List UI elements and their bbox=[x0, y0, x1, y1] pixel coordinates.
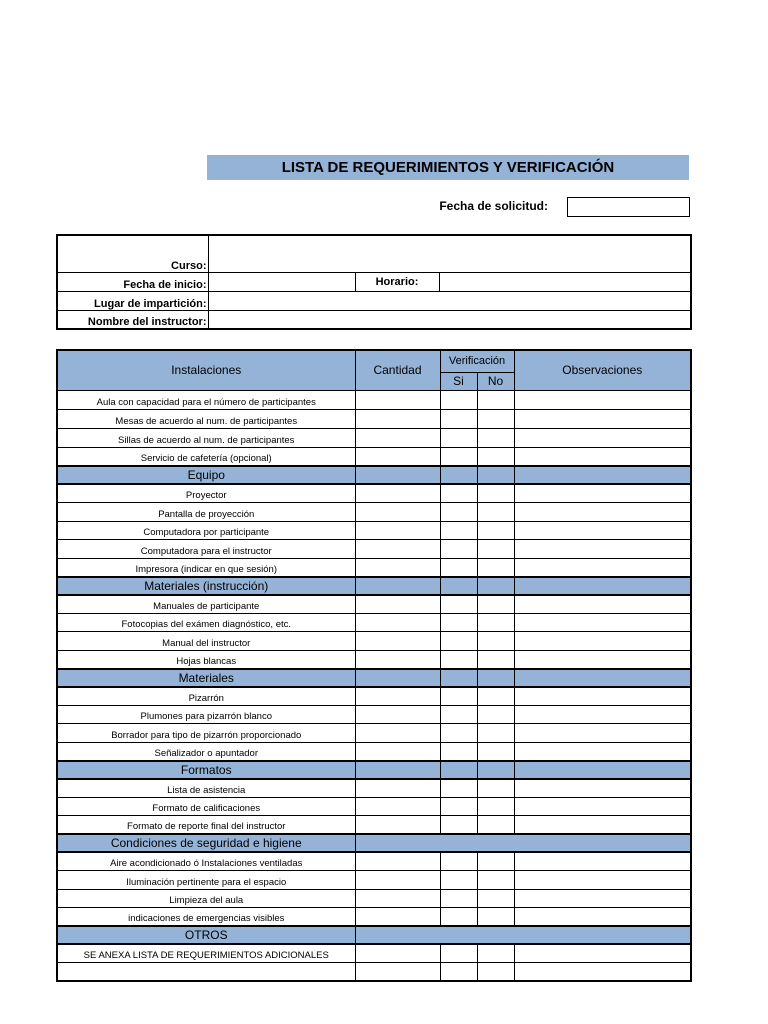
verificacion-si-cell[interactable] bbox=[440, 908, 477, 927]
observaciones-cell[interactable] bbox=[514, 852, 691, 871]
table-row bbox=[57, 632, 691, 651]
cantidad-cell[interactable] bbox=[355, 908, 440, 927]
verificacion-si-cell[interactable] bbox=[440, 613, 477, 632]
observaciones-cell[interactable] bbox=[514, 779, 691, 798]
observaciones-cell[interactable] bbox=[514, 908, 691, 927]
observaciones-cell[interactable] bbox=[514, 889, 691, 908]
requirement-label: Plumones para pizarrón blanco bbox=[57, 705, 355, 724]
cantidad-cell[interactable] bbox=[355, 963, 440, 982]
verificacion-si-cell[interactable] bbox=[440, 558, 477, 577]
horario-label: Horario: bbox=[355, 272, 439, 291]
verificacion-no-cell[interactable] bbox=[477, 428, 514, 447]
verificacion-no-cell[interactable] bbox=[477, 852, 514, 871]
verificacion-si-cell[interactable] bbox=[440, 816, 477, 835]
section-row bbox=[57, 669, 691, 687]
table-row bbox=[57, 705, 691, 724]
verificacion-no-cell[interactable] bbox=[477, 797, 514, 816]
requirement-label: Señalizador o apuntador bbox=[57, 742, 355, 761]
observaciones-cell[interactable] bbox=[514, 632, 691, 651]
verificacion-si-cell[interactable] bbox=[440, 963, 477, 982]
verificacion-si-cell[interactable] bbox=[440, 390, 477, 409]
table-row bbox=[57, 816, 691, 835]
section-fill bbox=[355, 761, 440, 779]
verificacion-si-cell[interactable] bbox=[440, 724, 477, 743]
table-row bbox=[57, 963, 691, 982]
observaciones-cell[interactable] bbox=[514, 944, 691, 963]
verificacion-si-cell[interactable] bbox=[440, 779, 477, 798]
verificacion-no-cell[interactable] bbox=[477, 484, 514, 503]
section-title: Equipo bbox=[57, 466, 355, 484]
verificacion-si-cell[interactable] bbox=[440, 484, 477, 503]
header-no: No bbox=[477, 372, 514, 390]
cantidad-cell[interactable] bbox=[355, 871, 440, 890]
table-row bbox=[57, 944, 691, 963]
cantidad-cell[interactable] bbox=[355, 558, 440, 577]
table-row bbox=[57, 724, 691, 743]
verificacion-no-cell[interactable] bbox=[477, 816, 514, 835]
lugar-field[interactable] bbox=[208, 291, 691, 310]
verificacion-si-cell[interactable] bbox=[440, 595, 477, 614]
observaciones-cell[interactable] bbox=[514, 963, 691, 982]
curso-label: Curso: bbox=[57, 235, 208, 272]
cantidad-cell[interactable] bbox=[355, 409, 440, 428]
requirement-label: Impresora (indicar en que sesión) bbox=[57, 558, 355, 577]
horario-field[interactable] bbox=[439, 272, 691, 291]
verificacion-no-cell[interactable] bbox=[477, 944, 514, 963]
header-observaciones: Observaciones bbox=[514, 350, 691, 390]
observaciones-cell[interactable] bbox=[514, 595, 691, 614]
observaciones-cell[interactable] bbox=[514, 687, 691, 706]
instructor-label: Nombre del instructor: bbox=[57, 310, 208, 329]
section-row bbox=[57, 834, 691, 852]
header-verificacion: Verificación bbox=[440, 350, 514, 372]
table-row bbox=[57, 908, 691, 927]
section-fill bbox=[355, 466, 440, 484]
verificacion-si-cell[interactable] bbox=[440, 687, 477, 706]
header-si: Si bbox=[440, 372, 477, 390]
section-fill bbox=[514, 466, 691, 484]
verificacion-si-cell[interactable] bbox=[440, 428, 477, 447]
requirement-label: indicaciones de emergencias visibles bbox=[57, 908, 355, 927]
table-row bbox=[57, 595, 691, 614]
course-info-table bbox=[56, 234, 692, 330]
requirement-label: SE ANEXA LISTA DE REQUERIMIENTOS ADICIONALES bbox=[57, 944, 355, 963]
requirement-label: Iluminación pertinente para el espacio bbox=[57, 871, 355, 890]
fecha-inicio-field[interactable] bbox=[208, 272, 355, 291]
verificacion-si-cell[interactable] bbox=[440, 705, 477, 724]
cantidad-cell[interactable] bbox=[355, 613, 440, 632]
table-row bbox=[57, 871, 691, 890]
requirement-label: Hojas blancas bbox=[57, 650, 355, 669]
section-fill bbox=[355, 577, 440, 595]
requirement-label: Manual del instructor bbox=[57, 632, 355, 651]
section-fill bbox=[477, 577, 514, 595]
table-row bbox=[57, 409, 691, 428]
cantidad-cell[interactable] bbox=[355, 944, 440, 963]
table-row bbox=[57, 852, 691, 871]
table-row bbox=[57, 613, 691, 632]
observaciones-cell[interactable] bbox=[514, 816, 691, 835]
observaciones-cell[interactable] bbox=[514, 742, 691, 761]
header-instalaciones: Instalaciones bbox=[57, 350, 355, 390]
instructor-field[interactable] bbox=[208, 310, 691, 329]
section-row bbox=[57, 926, 691, 944]
verificacion-no-cell[interactable] bbox=[477, 521, 514, 540]
requirement-label: Proyector bbox=[57, 484, 355, 503]
verificacion-no-cell[interactable] bbox=[477, 409, 514, 428]
section-fill bbox=[477, 466, 514, 484]
section-row bbox=[57, 466, 691, 484]
section-title: Formatos bbox=[57, 761, 355, 779]
observaciones-cell[interactable] bbox=[514, 797, 691, 816]
requirement-label: Formato de reporte final del instructor bbox=[57, 816, 355, 835]
observaciones-cell[interactable] bbox=[514, 503, 691, 522]
cantidad-cell[interactable] bbox=[355, 816, 440, 835]
section-fill bbox=[440, 761, 477, 779]
verificacion-si-cell[interactable] bbox=[440, 944, 477, 963]
table-row bbox=[57, 521, 691, 540]
section-fill bbox=[514, 577, 691, 595]
observaciones-cell[interactable] bbox=[514, 650, 691, 669]
section-row bbox=[57, 761, 691, 779]
verificacion-no-cell[interactable] bbox=[477, 447, 514, 466]
observaciones-cell[interactable] bbox=[514, 724, 691, 743]
verificacion-no-cell[interactable] bbox=[477, 705, 514, 724]
section-title: Materiales bbox=[57, 669, 355, 687]
observaciones-cell[interactable] bbox=[514, 484, 691, 503]
cantidad-cell[interactable] bbox=[355, 484, 440, 503]
table-row bbox=[57, 390, 691, 409]
cantidad-cell[interactable] bbox=[355, 632, 440, 651]
verificacion-si-cell[interactable] bbox=[440, 797, 477, 816]
fecha-solicitud-label: Fecha de solicitud: bbox=[439, 199, 548, 213]
verificacion-no-cell[interactable] bbox=[477, 724, 514, 743]
section-title: OTROS bbox=[57, 926, 355, 944]
section-fill bbox=[477, 761, 514, 779]
observaciones-cell[interactable] bbox=[514, 558, 691, 577]
table-row bbox=[57, 558, 691, 577]
section-title: Condiciones de seguridad e higiene bbox=[57, 834, 355, 852]
table-row bbox=[57, 484, 691, 503]
observaciones-cell[interactable] bbox=[514, 521, 691, 540]
observaciones-cell[interactable] bbox=[514, 447, 691, 466]
verificacion-no-cell[interactable] bbox=[477, 632, 514, 651]
table-row bbox=[57, 889, 691, 908]
page-title: LISTA DE REQUERIMIENTOS Y VERIFICACIÓN bbox=[207, 155, 689, 180]
requirement-label: Limpieza del aula bbox=[57, 889, 355, 908]
requirement-label: Servicio de cafetería (opcional) bbox=[57, 447, 355, 466]
requirement-label bbox=[57, 963, 355, 982]
cantidad-cell[interactable] bbox=[355, 650, 440, 669]
verificacion-si-cell[interactable] bbox=[440, 650, 477, 669]
cantidad-cell[interactable] bbox=[355, 595, 440, 614]
observaciones-cell[interactable] bbox=[514, 540, 691, 559]
cantidad-cell[interactable] bbox=[355, 521, 440, 540]
table-row bbox=[57, 687, 691, 706]
verificacion-si-cell[interactable] bbox=[440, 521, 477, 540]
verificacion-no-cell[interactable] bbox=[477, 650, 514, 669]
verificacion-no-cell[interactable] bbox=[477, 595, 514, 614]
requirements-table bbox=[56, 349, 692, 982]
verificacion-no-cell[interactable] bbox=[477, 390, 514, 409]
cantidad-cell[interactable] bbox=[355, 705, 440, 724]
observaciones-cell[interactable] bbox=[514, 409, 691, 428]
requirement-label: Pantalla de proyección bbox=[57, 503, 355, 522]
verificacion-no-cell[interactable] bbox=[477, 871, 514, 890]
verificacion-no-cell[interactable] bbox=[477, 558, 514, 577]
verificacion-si-cell[interactable] bbox=[440, 632, 477, 651]
verificacion-no-cell[interactable] bbox=[477, 779, 514, 798]
cantidad-cell[interactable] bbox=[355, 428, 440, 447]
cantidad-cell[interactable] bbox=[355, 503, 440, 522]
verificacion-si-cell[interactable] bbox=[440, 889, 477, 908]
cantidad-cell[interactable] bbox=[355, 540, 440, 559]
cantidad-cell[interactable] bbox=[355, 742, 440, 761]
cantidad-cell[interactable] bbox=[355, 724, 440, 743]
cantidad-cell[interactable] bbox=[355, 447, 440, 466]
observaciones-cell[interactable] bbox=[514, 871, 691, 890]
section-title: Materiales (instrucción) bbox=[57, 577, 355, 595]
requirement-label: Computadora por participante bbox=[57, 521, 355, 540]
cantidad-cell[interactable] bbox=[355, 852, 440, 871]
verificacion-no-cell[interactable] bbox=[477, 503, 514, 522]
cantidad-cell[interactable] bbox=[355, 687, 440, 706]
header-cantidad: Cantidad bbox=[355, 350, 440, 390]
table-row bbox=[57, 779, 691, 798]
section-fill bbox=[514, 761, 691, 779]
table-row bbox=[57, 540, 691, 559]
section-fill bbox=[355, 926, 691, 944]
verificacion-si-cell[interactable] bbox=[440, 742, 477, 761]
requirement-label: Computadora para el instructor bbox=[57, 540, 355, 559]
section-fill bbox=[514, 669, 691, 687]
section-fill bbox=[440, 466, 477, 484]
requirement-label: Aula con capacidad para el número de participantes bbox=[57, 390, 355, 409]
table-row bbox=[57, 503, 691, 522]
verificacion-si-cell[interactable] bbox=[440, 409, 477, 428]
cantidad-cell[interactable] bbox=[355, 779, 440, 798]
verificacion-no-cell[interactable] bbox=[477, 613, 514, 632]
observaciones-cell[interactable] bbox=[514, 705, 691, 724]
verificacion-si-cell[interactable] bbox=[440, 852, 477, 871]
section-fill bbox=[440, 577, 477, 595]
verificacion-no-cell[interactable] bbox=[477, 908, 514, 927]
verificacion-si-cell[interactable] bbox=[440, 447, 477, 466]
table-row bbox=[57, 428, 691, 447]
cantidad-cell[interactable] bbox=[355, 797, 440, 816]
section-fill bbox=[440, 669, 477, 687]
requirement-label: Borrador para tipo de pizarrón proporcionado bbox=[57, 724, 355, 743]
table-row bbox=[57, 742, 691, 761]
observaciones-cell[interactable] bbox=[514, 613, 691, 632]
verificacion-no-cell[interactable] bbox=[477, 889, 514, 908]
table-row bbox=[57, 797, 691, 816]
requirement-label: Fotocopias del exámen diagnóstico, etc. bbox=[57, 613, 355, 632]
requirement-label: Manuales de participante bbox=[57, 595, 355, 614]
requirement-label: Lista de asistencia bbox=[57, 779, 355, 798]
verificacion-no-cell[interactable] bbox=[477, 742, 514, 761]
requirement-label: Sillas de acuerdo al num. de participantes bbox=[57, 428, 355, 447]
verificacion-no-cell[interactable] bbox=[477, 963, 514, 982]
section-fill bbox=[355, 834, 691, 852]
requirement-label: Formato de calificaciones bbox=[57, 797, 355, 816]
requirement-label: Mesas de acuerdo al num. de participantes bbox=[57, 409, 355, 428]
verificacion-si-cell[interactable] bbox=[440, 540, 477, 559]
verificacion-no-cell[interactable] bbox=[477, 540, 514, 559]
cantidad-cell[interactable] bbox=[355, 390, 440, 409]
requirement-label: Aire acondicionado ó Instalaciones ventiladas bbox=[57, 852, 355, 871]
requirement-label: Pizarrón bbox=[57, 687, 355, 706]
lugar-label: Lugar de impartición: bbox=[57, 291, 208, 310]
cantidad-cell[interactable] bbox=[355, 889, 440, 908]
table-row bbox=[57, 447, 691, 466]
table-row bbox=[57, 650, 691, 669]
verificacion-no-cell[interactable] bbox=[477, 687, 514, 706]
curso-field[interactable] bbox=[208, 235, 691, 272]
verificacion-si-cell[interactable] bbox=[440, 871, 477, 890]
observaciones-cell[interactable] bbox=[514, 428, 691, 447]
section-row bbox=[57, 577, 691, 595]
observaciones-cell[interactable] bbox=[514, 390, 691, 409]
fecha-solicitud-field[interactable] bbox=[567, 197, 690, 217]
section-fill bbox=[355, 669, 440, 687]
section-fill bbox=[477, 669, 514, 687]
verificacion-si-cell[interactable] bbox=[440, 503, 477, 522]
fecha-inicio-label: Fecha de inicio: bbox=[57, 272, 208, 291]
